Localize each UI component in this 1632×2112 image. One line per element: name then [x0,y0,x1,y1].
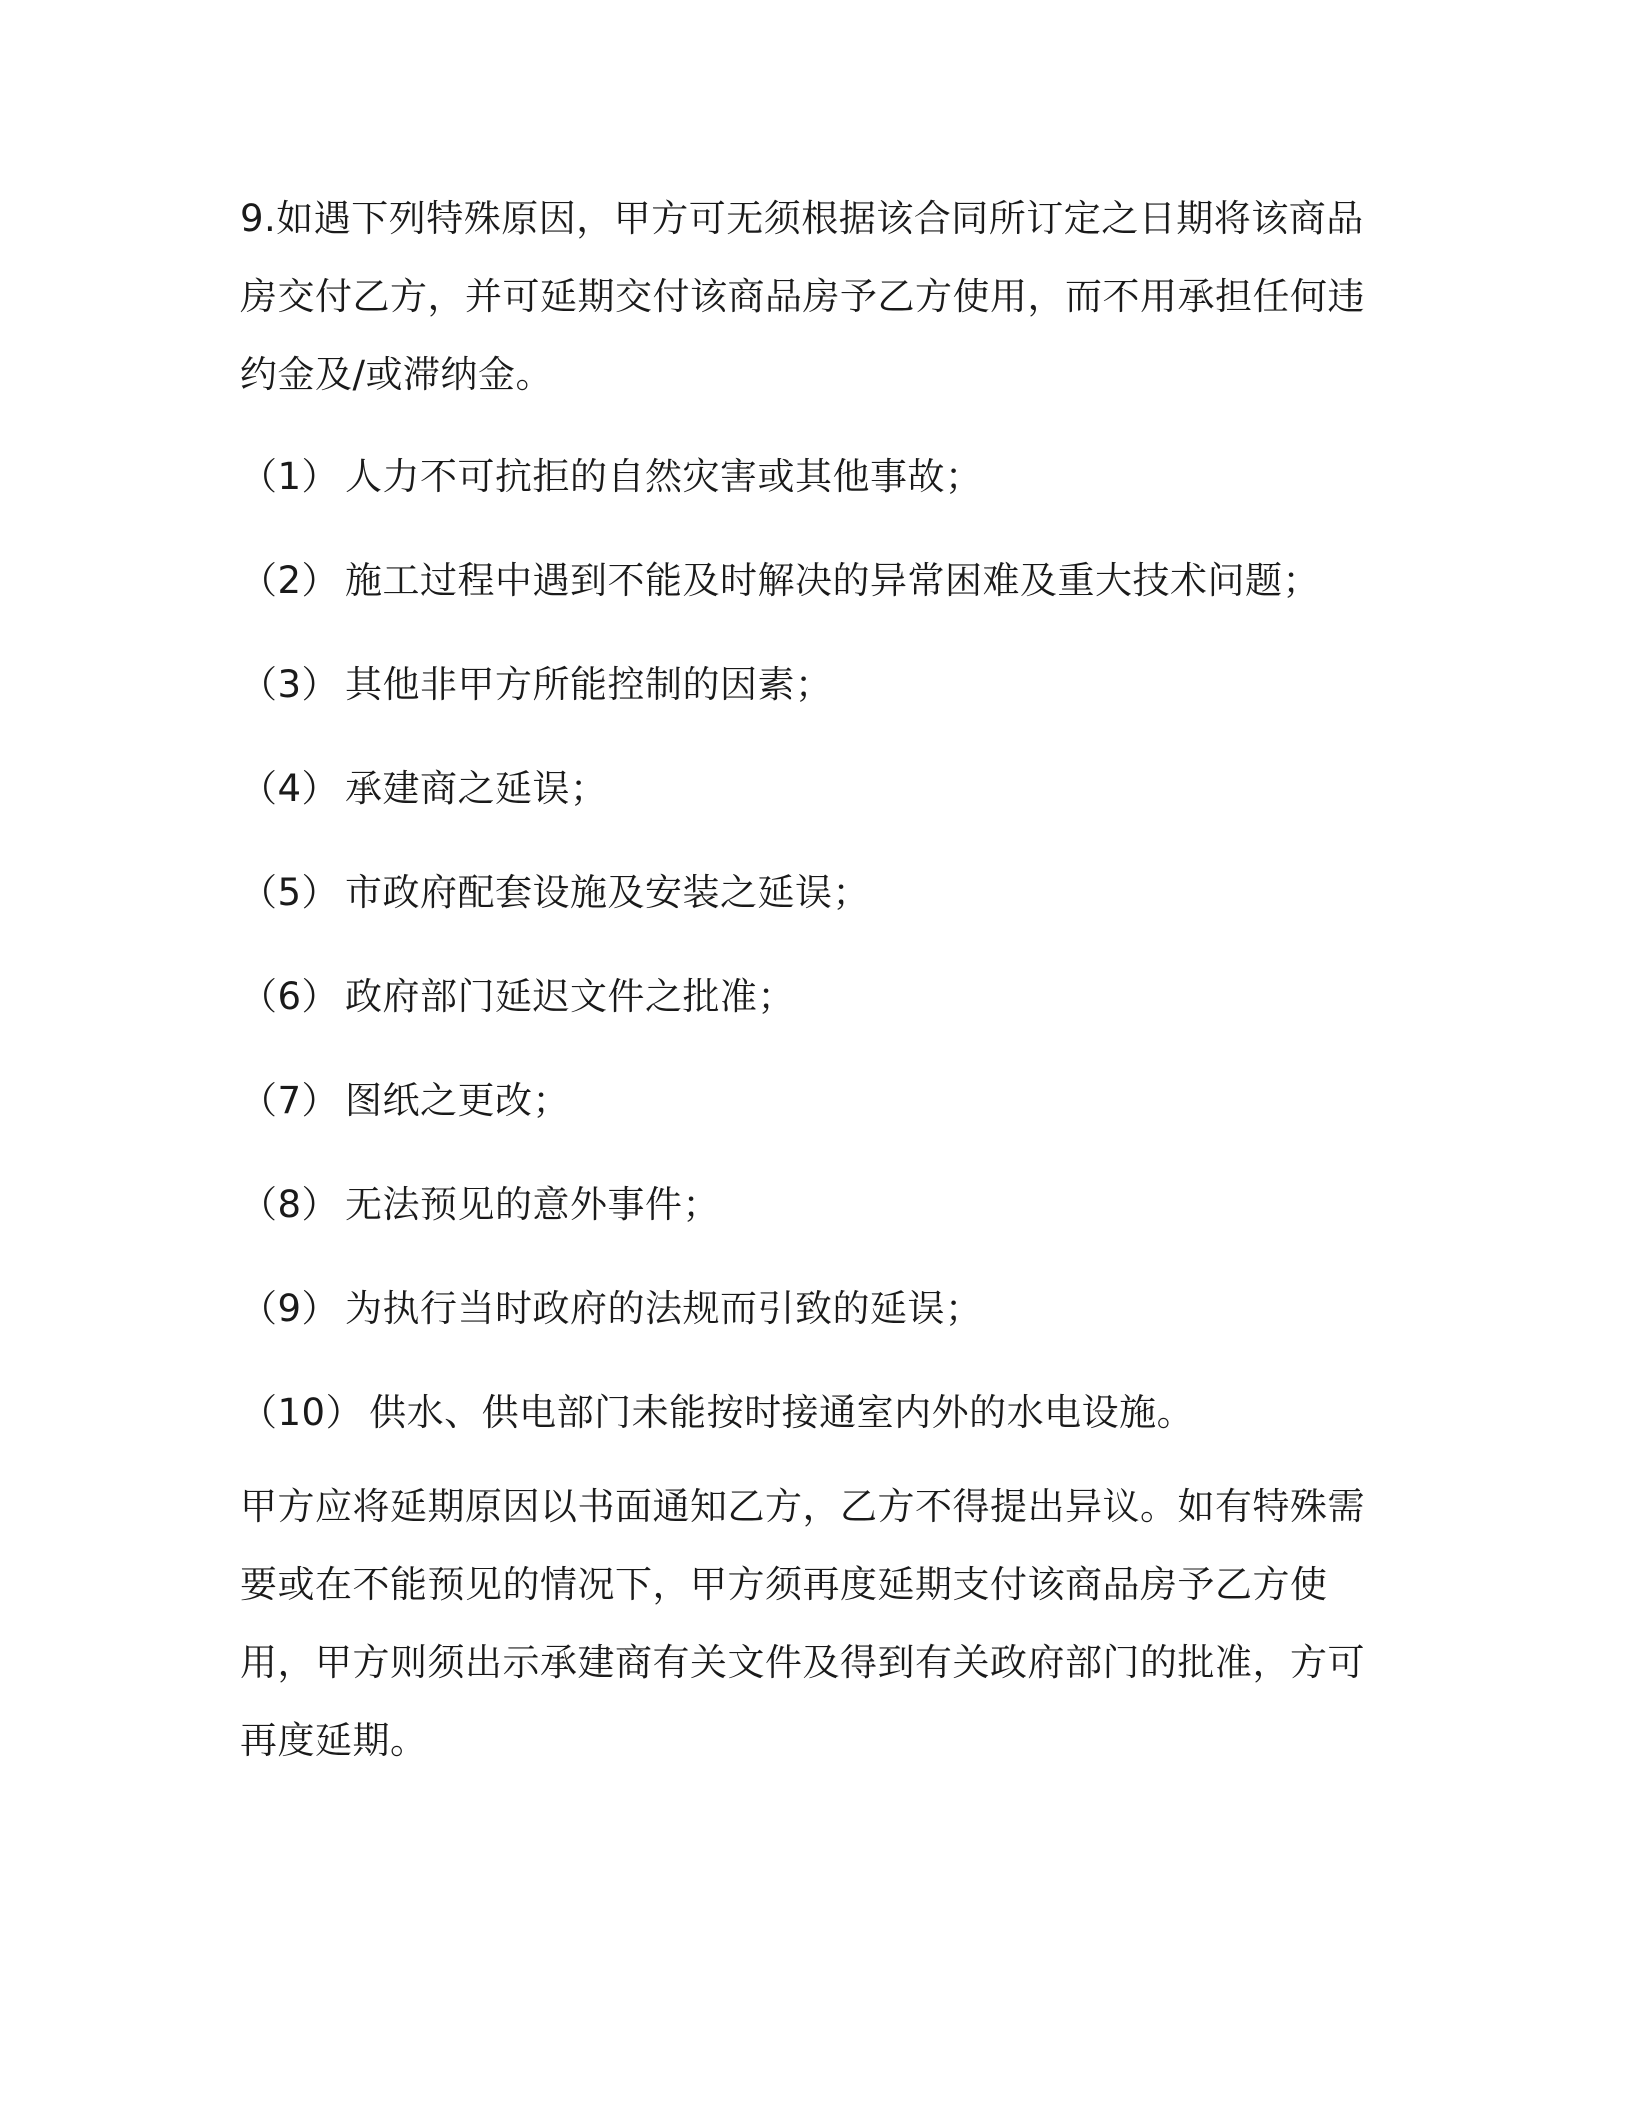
list-item [240,958,1370,1062]
list-item [240,646,1370,750]
closing-paragraph: 甲方应将延期原因以书面通知乙方，乙方不得提出异议。如有特殊需要或在不能预见的情况下，甲方须再度延期支付该商品房予乙方使用，甲方则须出示承建商有关文件及得到有关政府部门的批准，方可再度延期。 [240,1485,1365,1762]
item-number: （9） [240,1287,340,1330]
item-text: 市政府配套设施及安装之延误； [345,871,871,914]
item-number: （6） [240,975,340,1018]
list-item [240,750,1370,854]
item-text: 其他非甲方所能控制的因素； [345,663,833,706]
list-item [240,438,1370,542]
item-number: （1） [240,455,340,498]
list-item [240,1166,1370,1270]
item-text: 为执行当时政府的法规而引致的延误； [345,1287,983,1330]
item-text: 承建商之延误； [345,767,608,810]
item-text: 政府部门延迟文件之批准； [345,975,796,1018]
item-text: 人力不可抗拒的自然灾害或其他事故； [345,455,983,498]
item-text: 施工过程中遇到不能及时解决的异常困难及重大技术问题； [345,559,1321,602]
item-number: （8） [240,1183,340,1226]
clause-9-intro: 9.如遇下列特殊原因，甲方可无须根据该合同所订定之日期将该商品房交付乙方，并可延期交付该商品房予乙方使用，而不用承担任何违约金及/或滞纳金。 [240,197,1365,396]
item-text: 图纸之更改； [345,1079,571,1122]
special-reasons-list [240,438,1370,1478]
item-text: 供水、供电部门未能按时接通室内外的水电设施。 [369,1391,1195,1434]
list-item [240,542,1370,646]
list-item [240,1374,1370,1478]
item-text: 无法预见的意外事件； [345,1183,721,1226]
item-number: （3） [240,663,340,706]
item-number: （2） [240,559,340,602]
item-number: （7） [240,1079,340,1122]
list-item [240,1270,1370,1374]
list-item [240,1062,1370,1166]
item-number: （5） [240,871,340,914]
item-number: （4） [240,767,340,810]
item-number: （10） [240,1391,364,1434]
list-item [240,854,1370,958]
